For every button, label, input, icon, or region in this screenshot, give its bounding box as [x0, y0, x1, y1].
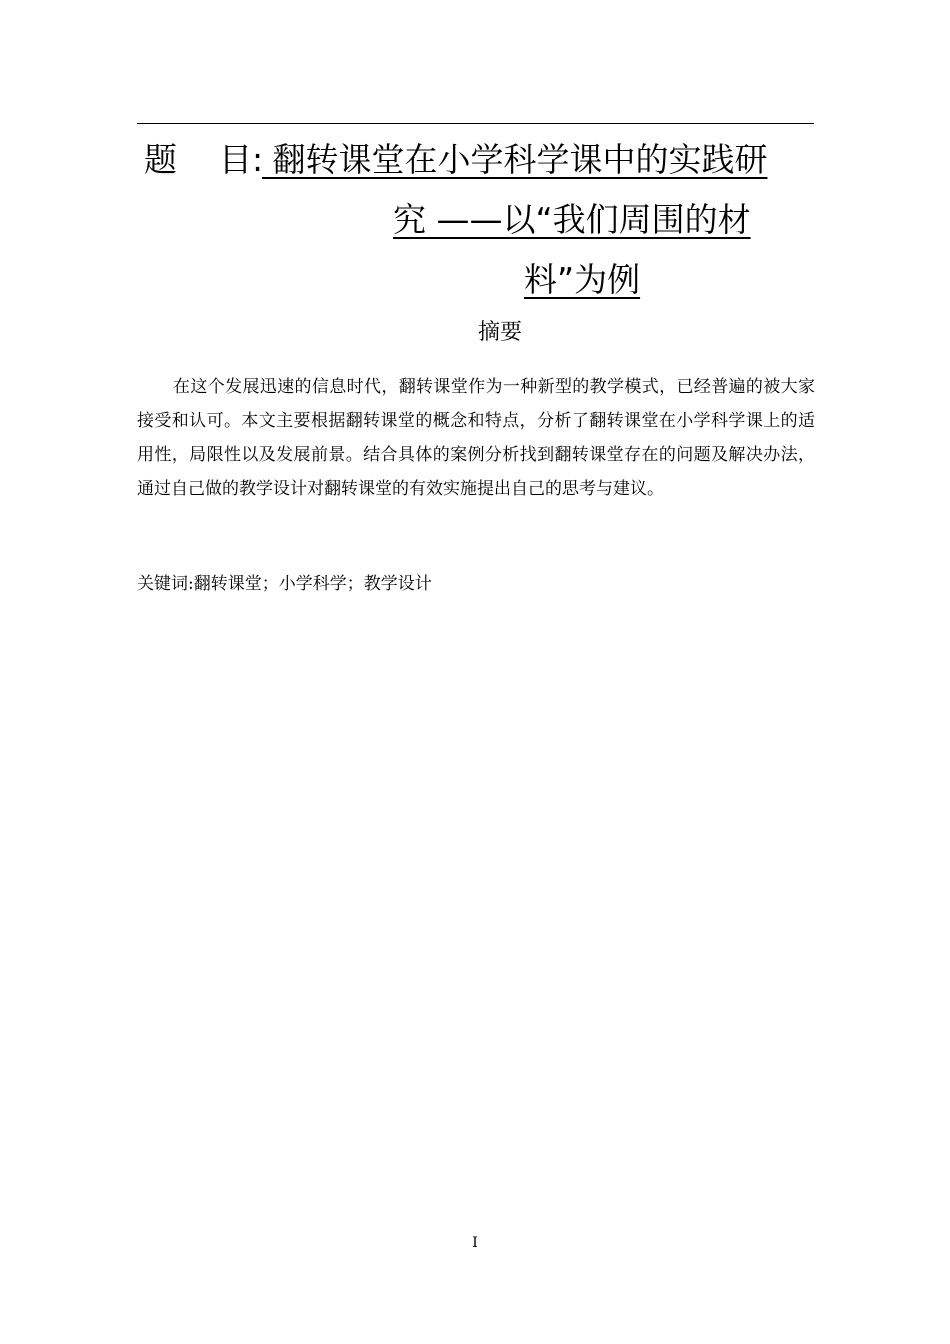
title-line-2: 究 ——以“我们周围的材 [393, 200, 751, 239]
abstract-body: 在这个发展迅速的信息时代，翻转课堂作为一种新型的教学模式，已经普遍的被大家接受和认可。本文主要根据翻转课堂的概念和特点，分析了翻转课堂在小学科学课上的适用性，局限性以及发展前景。结合具体的案例分析找到翻转课堂存在的问题及解决办法，通过自己做的教学设计对翻转课堂的有效实施提出自己的思考与建议。 [137, 377, 815, 499]
keywords-line: 关键词:翻转课堂；小学科学；教学设计 [137, 574, 432, 594]
title-line-3: 料”为例 [524, 260, 641, 299]
abstract-heading: 摘要 [477, 320, 522, 345]
title-label: 题 目: [144, 140, 264, 179]
title-line-1: 翻转课堂在小学科学课中的实践研 [262, 140, 768, 179]
top-rule-divider [137, 123, 814, 124]
page-number: I [472, 1235, 478, 1251]
